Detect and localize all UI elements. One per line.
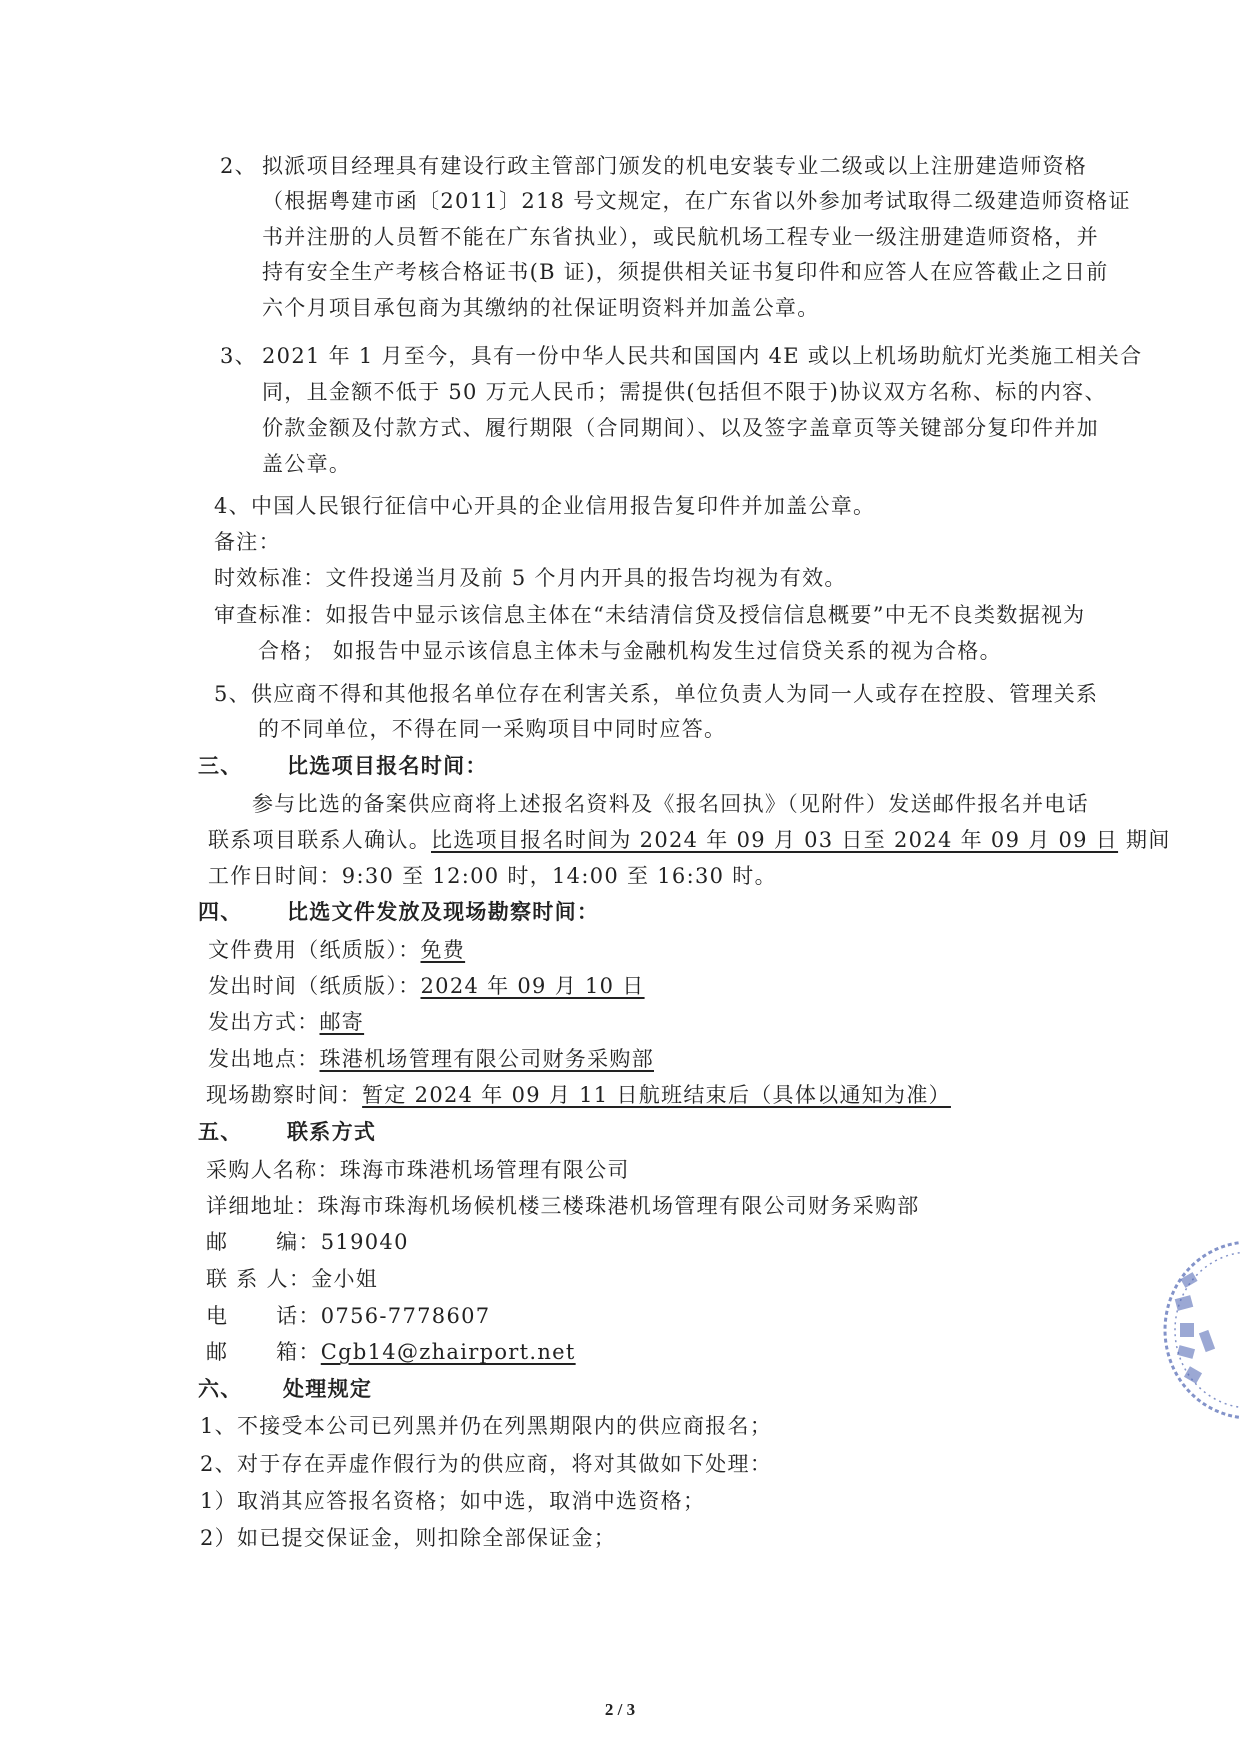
- rule-2-1: 1）取消其应答报名资格；如中选，取消中选资格；: [200, 1489, 706, 1513]
- issue-time-value: 2024 年 09 月 10 日: [420, 974, 645, 998]
- section-6-title: 处理规定: [283, 1376, 373, 1401]
- section-3-number: 三、: [198, 753, 243, 778]
- phone-label: 电 话：: [206, 1304, 321, 1328]
- section-3-para-line-2: [208, 825, 1171, 855]
- review-standard-line-1: 审查标准：如报告中显示该信息主体在“未结清信贷及授信信息概要”中无不良类数据视为: [214, 603, 1086, 627]
- period-text: 期间: [1118, 828, 1171, 852]
- section-4-title: 比选文件发放及现场勘察时间：: [287, 899, 600, 924]
- remark-label: 备注：: [214, 530, 281, 554]
- zip-row: [206, 1227, 409, 1257]
- item-2-number: 2、: [220, 154, 257, 178]
- registration-period: 比选项目报名时间为 2024 年 09 月 03 日至 2024 年 09 月 09 日: [431, 828, 1119, 852]
- issue-time-row: [208, 971, 645, 1001]
- issue-place-label: 发出地点：: [208, 1047, 320, 1071]
- contact-row: [206, 1264, 378, 1294]
- fee-row: [208, 935, 465, 965]
- fee-label: 文件费用（纸质版）：: [208, 938, 421, 962]
- section-5-number: 五、: [198, 1119, 243, 1144]
- buyer-name: 采购人名称：珠海市珠港机场管理有限公司: [206, 1158, 630, 1182]
- fee-value: 免费: [420, 938, 466, 962]
- item-2-line-4: 持有安全生产考核合格证书(B 证)，须提供相关证书复印件和应答人在应答截止之日前: [262, 260, 1109, 284]
- item-2-line-3: 书并注册的人员暂不能在广东省执业），或民航机场工程专业一级注册建造师资格，并: [262, 225, 1099, 249]
- section-6-number: 六、: [198, 1376, 243, 1401]
- seal-stamp: [1140, 1235, 1240, 1425]
- working-hours: 工作日时间：9:30 至 12:00 时，14:00 至 16:30 时。: [208, 864, 777, 888]
- buyer-address: 详细地址：珠海市珠海机场候机楼三楼珠港机场管理有限公司财务采购部: [206, 1194, 920, 1218]
- section-5-title: 联系方式: [287, 1119, 377, 1144]
- site-survey-label: 现场勘察时间：: [206, 1083, 363, 1107]
- issue-method-row: [208, 1007, 364, 1037]
- item-2-line-5: 六个月项目承包商为其缴纳的社保证明资料并加盖公章。: [262, 296, 820, 320]
- page-number: 2 / 3: [604, 1700, 636, 1719]
- issue-time-label: 发出时间（纸质版）：: [208, 974, 421, 998]
- item-3-line-1: 2021 年 1 月至今，具有一份中华人民共和国国内 4E 或以上机场助航灯光类施工相关合: [262, 344, 1143, 368]
- issue-place-row: [208, 1044, 654, 1074]
- rule-1: 1、不接受本公司已列黑并仍在列黑期限内的供应商报名；: [200, 1414, 773, 1438]
- item-4: 4、中国人民银行征信中心开具的企业信用报告复印件并加盖公章。: [214, 494, 876, 518]
- contact-label: 联 系 人：: [206, 1267, 312, 1291]
- email-label: 邮 箱：: [206, 1340, 321, 1364]
- site-survey-value: 暂定 2024 年 09 月 11 日航班结束后（具体以通知为准）: [362, 1083, 951, 1107]
- item-2-line-2: （根据粤建市函〔2011〕218 号文规定，在广东省以外参加考试取得二级建造师资格证: [262, 189, 1131, 213]
- item-3-number: 3、: [220, 344, 257, 368]
- item-3-line-3: 价款金额及付款方式、履行期限（合同期间）、以及签字盖章页等关键部分复印件并加: [262, 416, 1099, 440]
- item-3-line-4: 盖公章。: [262, 452, 352, 476]
- rule-2-2: 2）如已提交保证金，则扣除全部保证金；: [200, 1526, 617, 1550]
- validity-standard: 时效标准：文件投递当月及前 5 个月内开具的报告均视为有效。: [214, 566, 847, 590]
- issue-method-value: 邮寄: [319, 1010, 365, 1034]
- item-5-line-1: 5、供应商不得和其他报名单位存在利害关系，单位负责人为同一人或存在控股、管理关系: [214, 682, 1099, 706]
- item-5-line-2: 的不同单位，不得在同一采购项目中同时应答。: [258, 717, 727, 741]
- phone-value: 0756-7778607: [320, 1304, 491, 1328]
- phone-row: [206, 1301, 490, 1331]
- zip-label: 邮 编：: [206, 1230, 321, 1254]
- issue-method-label: 发出方式：: [208, 1010, 320, 1034]
- contact-value: 金小姐: [311, 1267, 379, 1291]
- confirm-text: 联系项目联系人确认。: [208, 828, 431, 852]
- section-3-para-line-1: 参与比选的备案供应商将上述报名资料及《报名回执》（见附件）发送邮件报名并电话: [252, 792, 1089, 816]
- zip-value: 519040: [320, 1230, 409, 1254]
- item-2-line-1: 拟派项目经理具有建设行政主管部门颁发的机电安装专业二级或以上注册建造师资格: [262, 154, 1088, 178]
- email-row: [206, 1337, 576, 1367]
- review-standard-line-2: 合格； 如报告中显示该信息主体未与金融机构发生过信贷关系的视为合格。: [258, 639, 1002, 663]
- issue-place-value: 珠港机场管理有限公司财务采购部: [319, 1047, 654, 1071]
- section-4-number: 四、: [198, 899, 243, 924]
- section-3-title: 比选项目报名时间：: [287, 753, 488, 778]
- rule-2: 2、对于存在弄虚作假行为的供应商，将对其做如下处理：: [200, 1452, 773, 1476]
- site-survey-row: [206, 1080, 951, 1110]
- item-3-line-2: 同，且金额不低于 50 万元人民币；需提供(包括但不限于)协议双方名称、标的内容、: [262, 380, 1107, 404]
- email-link[interactable]: Cgb14@zhairport.net: [320, 1340, 576, 1364]
